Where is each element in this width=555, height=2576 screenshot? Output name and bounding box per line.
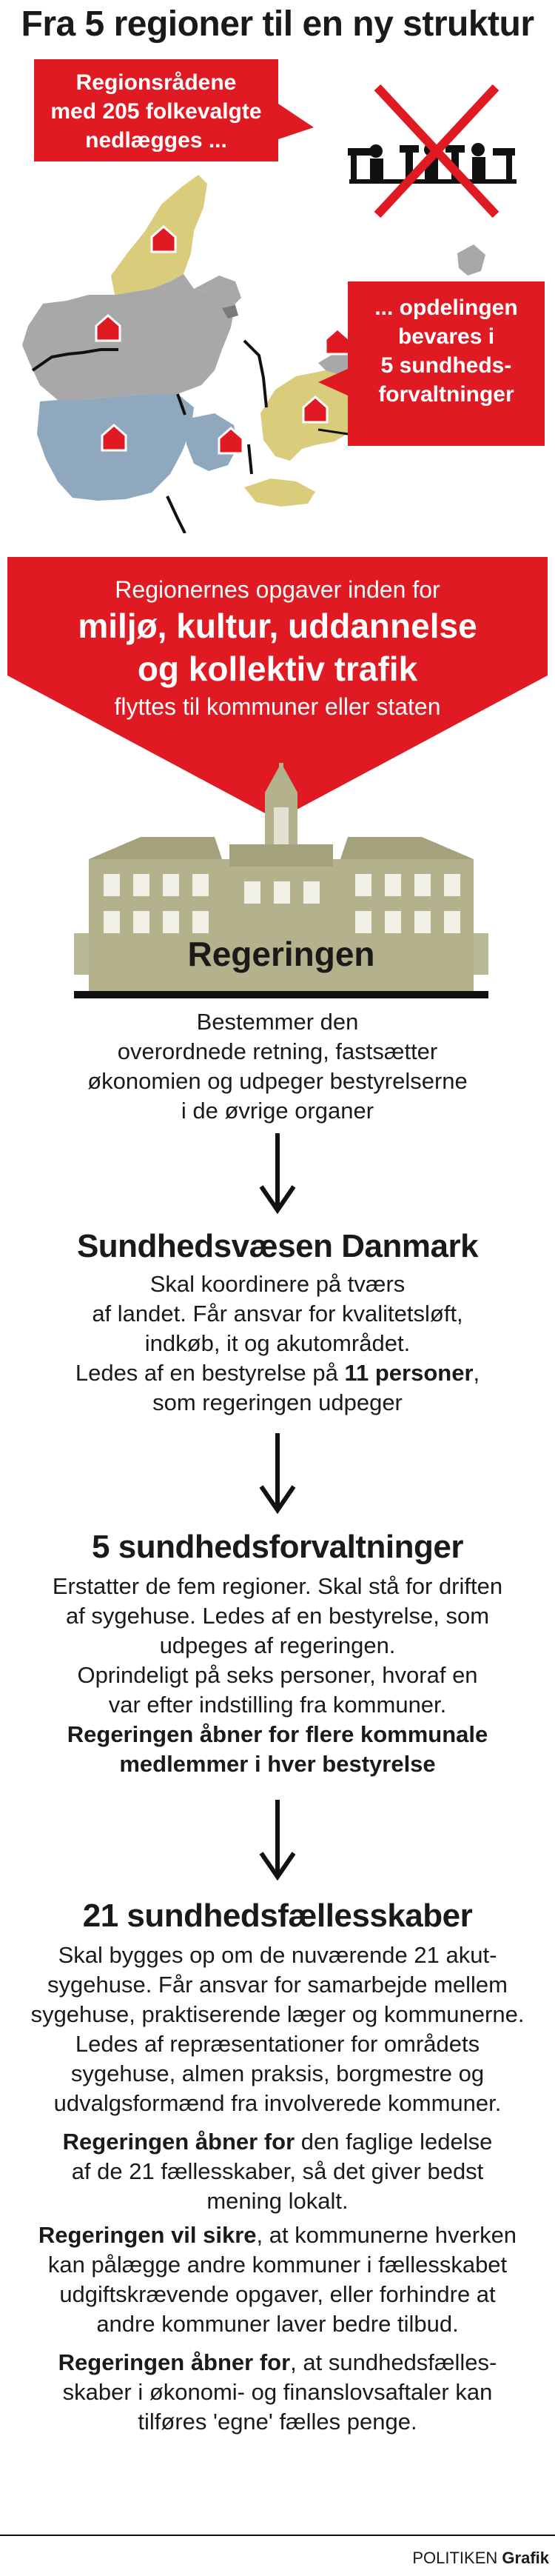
faellesskaber-paragraph-2 — [22, 2220, 533, 2339]
faellesskaber-heading: 21 sundhedsfællesskaber — [82, 1898, 473, 1934]
p1-line-3: mening lokalt. — [206, 2188, 349, 2214]
forvaltninger-body — [22, 1572, 533, 1779]
forvaltninger-line-1: Erstatter de fem regioner. Skal stå for driften — [52, 1573, 503, 1599]
footer-section: Grafik — [502, 2549, 549, 2567]
forvaltninger-bold-line-2: medlemmer i hver bestyrelse — [119, 1751, 436, 1777]
transfer-line-3: og kollektiv trafik — [137, 650, 418, 688]
callout-left-line-3: nedlægges ... — [85, 128, 227, 153]
government-desc-line-4: i de øvrige organer — [181, 1098, 374, 1124]
government-desc-line-1: Bestemmer den — [196, 1009, 359, 1035]
sundhedsvaesen-line-4-text: Ledes af en bestyrelse på — [75, 1360, 345, 1386]
government-description — [22, 1007, 533, 1126]
callout-left-line-2: med 205 folkevalgte — [50, 99, 262, 124]
faellesskaber-line-2: sygehuse. Får ansvar for samarbejde mellem — [47, 1972, 508, 1998]
footer-divider — [0, 2535, 555, 2536]
down-arrow-icon — [259, 1133, 296, 1215]
callout-left-line-1: Regionsrådene — [75, 70, 237, 95]
faellesskaber-line-1: Skal bygges op om de nuværende 21 akut- — [58, 1942, 497, 1968]
faellesskaber-line-4: Ledes af repræsentationer for områdets — [75, 2031, 480, 2057]
sundhedsvaesen-line-1: Skal koordinere på tværs — [149, 1271, 406, 1297]
p1-bold: Regeringen åbner for — [62, 2129, 295, 2155]
board-size: 11 personer — [344, 1360, 474, 1386]
p1-rest: den faglige ledelse — [295, 2129, 493, 2155]
callout-right-line-3: 5 sundheds- — [380, 353, 512, 378]
callout-right — [348, 293, 545, 409]
p3-rest: , at sundhedsfælles- — [290, 2349, 497, 2375]
sundhedsvaesen-line-3: indkøb, it og akutområdet. — [144, 1330, 411, 1356]
sundhedsvaesen-body — [22, 1269, 533, 1418]
callout-right-line-2: bevares i — [397, 324, 495, 349]
faellesskaber-line-5: sygehuse, almen praksis, borgmestre og — [70, 2061, 485, 2086]
callout-left — [34, 68, 278, 155]
p2-line-2: kan pålægge andre kommuner i fællesskabet — [47, 2252, 508, 2278]
forvaltninger-line-4: Oprindeligt på seks personer, hvoraf en — [77, 1662, 478, 1688]
callout-right-line-1: ... opdelingen — [374, 296, 518, 320]
p2-rest: , at kommunerne hverken — [256, 2222, 517, 2248]
page-title: Fra 5 regioner til en ny struktur — [21, 4, 534, 44]
p2-line-4: andre kommuner laver bedre tilbud. — [96, 2311, 459, 2337]
government-desc-line-2: overordnede retning, fastsætter — [117, 1038, 438, 1064]
down-arrow-icon — [259, 1433, 296, 1515]
p3-line-3: tilføres 'egne' fælles penge. — [138, 2409, 417, 2435]
sundhedsvaesen-heading: Sundhedsvæsen Danmark — [76, 1228, 479, 1264]
footer-credit — [412, 2548, 549, 2569]
faellesskaber-line-6: udvalgsformænd fra involverede kommuner. — [53, 2090, 502, 2116]
sundhedsvaesen-line-5: som regeringen udpeger — [152, 1389, 403, 1415]
callout-right-line-4: forvaltninger — [378, 382, 514, 407]
faellesskaber-line-3: sygehuse, praktiserende læger og kommunerne. — [30, 2001, 525, 2027]
p2-bold: Regeringen vil sikre — [38, 2222, 257, 2248]
p3-bold: Regeringen åbner for — [58, 2349, 291, 2375]
sundhedsvaesen-line-2: af landet. Får ansvar for kvalitetsløft, — [92, 1301, 463, 1327]
transfer-line-1: Regionernes opgaver inden for — [115, 576, 440, 603]
transfer-line-2: miljø, kultur, uddannelse — [78, 607, 477, 645]
forvaltninger-heading: 5 sundhedsforvaltninger — [92, 1529, 463, 1565]
transfer-line-4: flyttes til kommuner eller staten — [114, 693, 441, 720]
sundhedsvaesen-line-4 — [22, 1358, 533, 1388]
forvaltninger-line-3: udpeges af regeringen. — [159, 1632, 396, 1658]
p2-line-3: udgiftskrævende opgaver, eller forhindre at — [59, 2281, 496, 2307]
government-desc-line-3: økonomien og udpeger bestyrelserne — [87, 1068, 468, 1094]
p1-line-2: af de 21 fællesskaber, så det giver bedst — [71, 2158, 484, 2184]
crossed-out-council-icon — [348, 80, 518, 221]
footer-brand: POLITIKEN — [412, 2549, 498, 2567]
p3-line-2: skaber i økonomi- og finanslovsaftaler kan — [62, 2379, 493, 2405]
forvaltninger-line-5: var efter indstilling fra kommuner. — [108, 1692, 447, 1718]
faellesskaber-paragraph-3 — [22, 2348, 533, 2437]
government-label: Regeringen — [74, 933, 488, 975]
forvaltninger-bold-line-1: Regeringen åbner for flere kommunale — [67, 1721, 488, 1747]
faellesskaber-body — [22, 1941, 533, 2118]
sundhedsvaesen-comma: , — [473, 1360, 480, 1386]
faellesskaber-paragraph-1 — [22, 2127, 533, 2216]
forvaltninger-line-2: af sygehuse. Ledes af en bestyrelse, som — [65, 1603, 490, 1629]
down-arrow-icon — [259, 1800, 296, 1881]
